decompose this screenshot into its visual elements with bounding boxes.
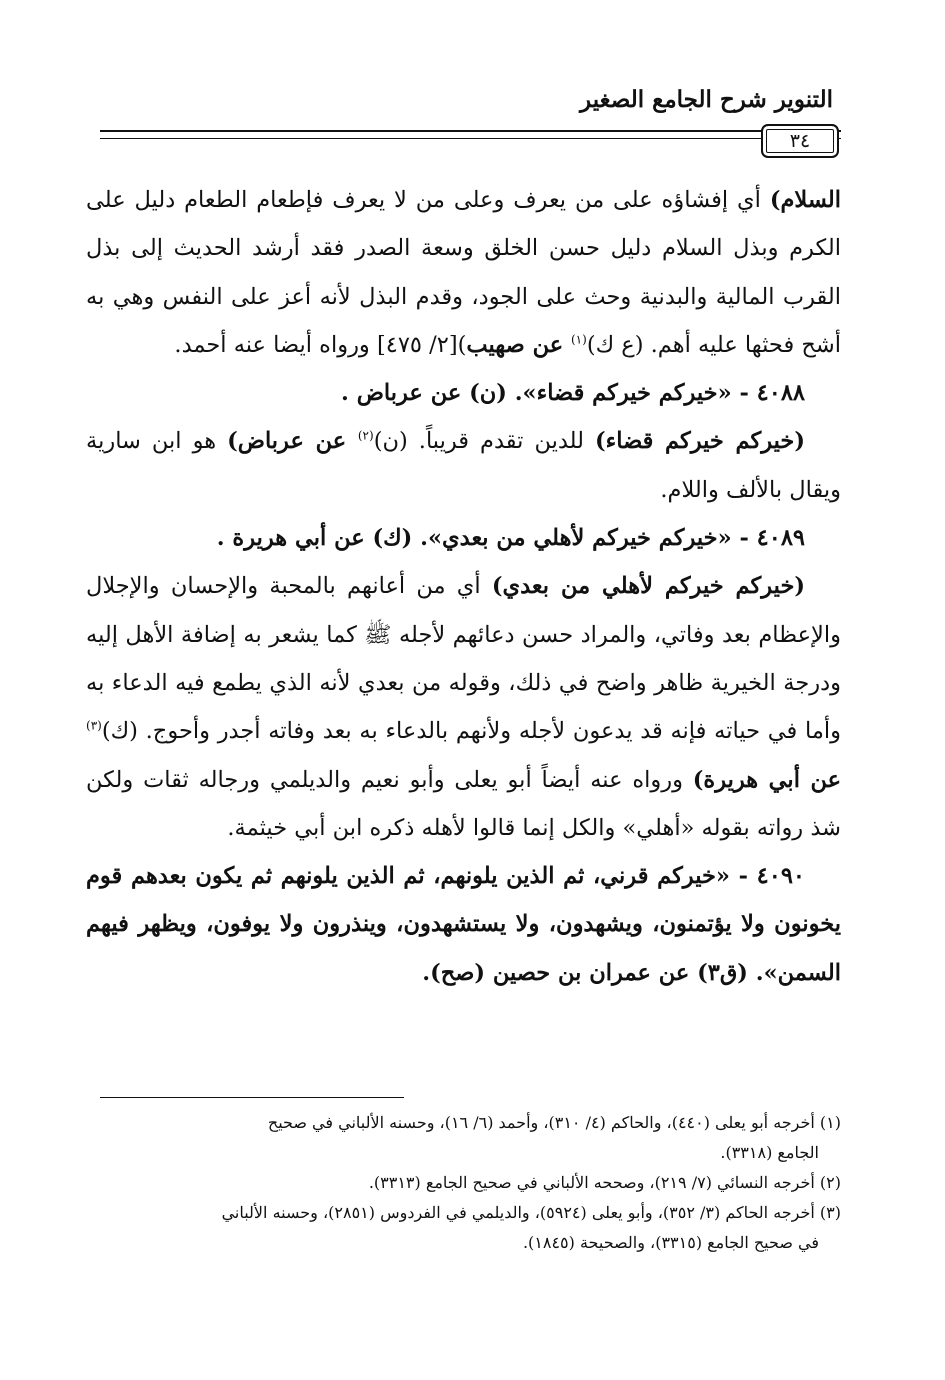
- footnote-1: (١) أخرجه أبو يعلى (٤٤٠)، والحاكم (٤/ ٣١٠)، وأحمد (٦/ ١٦)، وحسنه الألباني في صحيح: [267, 1113, 841, 1132]
- commentary-text: للدين تقدم قريباً. (ن): [373, 428, 595, 455]
- commentary-text: ورواه عنه أيضاً أبو يعلى وأبو نعيم والديلمي ورجاله ثقات ولكن شذ رواته بقوله «أهلي» والكل إنما قالوا لأهله ذكره ابن أبي خيثمة.: [86, 766, 841, 841]
- header-rule-thin: [100, 138, 841, 139]
- page-number: ٣٤: [761, 124, 839, 158]
- bold-phrase: (خيركم خيركم قضاء): [594, 428, 805, 455]
- commentary-text: )[٢/ ٤٧٥] ورواه أيضا عنه أحمد.: [174, 331, 467, 358]
- running-title: التنوير شرح الجامع الصغير: [580, 86, 833, 113]
- bold-phrase: عن صهيب: [466, 331, 571, 358]
- hadith-4089: ٤٠٨٩ - «خيركم خيركم لأهلي من بعدي». (ك) عن أبي هريرة .: [216, 525, 805, 552]
- hadith-4090: ٤٠٩٠ - «خيركم قرني، ثم الذين يلونهم، ثم الذين يلونهم ثم يكون بعدهم قوم يخونون ولا يؤتمنون، ويشهدون، ولا يستشهدون، وينذرون ولا يوفون، ويظهر فيهم السمن». (ق٣) عن عمران بن حصين (صح).: [86, 863, 841, 986]
- footnote-3: (٣) أخرجه الحاكم (٣/ ٣٥٢)، وأبو يعلى (٥٩٢٤)، والديلمي في الفردوس (٢٨٥١)، وحسنه الألباني: [221, 1203, 841, 1222]
- bold-phrase: عن عرباض): [227, 428, 358, 455]
- footnote-rule: [100, 1097, 404, 1098]
- paragraph-commentary-3: [86, 562, 841, 852]
- bold-phrase: عن أبي هريرة): [692, 766, 841, 793]
- footnote-2: (٢) أخرجه النسائي (٧/ ٢١٩)، وصححه الألباني في صحيح الجامع (٣٣١٣).: [368, 1173, 841, 1192]
- paragraph-commentary-2: [86, 417, 841, 514]
- commentary-text: أي إفشاؤه على من يعرف وعلى من لا يعرف فإطعام الطعام دليل على الكرم وبذل السلام دليل حسن الخلق وسعة الصدر فقد أرشد الحديث إلى بذل القرب المالية والبدنية وحث على الجود، وقدم البذل لأنه أعز على النفس وهي به أشح فحثها عليه أهم. (ع ك): [86, 187, 841, 358]
- commentary-text: هو ابن سارية ويقال بالألف واللام.: [86, 428, 841, 503]
- footnote-3-continued: في صحيح الجامع (٣٣١٥)، والصحيحة (١٨٤٥).: [522, 1233, 819, 1252]
- footnote-1-continued: الجامع (٣٣١٨).: [720, 1143, 819, 1162]
- footnotes: [96, 1108, 841, 1258]
- commentary-text: أي من أعانهم بالمحبة والإحسان والإجلال والإعظام بعد وفاتي، والمراد حسن دعائهم لأجله ﷺ كما يشعر به إضافة الأهل إليه ودرجة الخيرية ظاهر واضح في ذلك، وقوله من بعدي لأنه الذي يطمع فيه الدعاء به وأما في حياته فإنه قد يدعون لأجله ولأنهم بالدعاء به بعد وفاته أجدر وأحوج. (ك): [86, 573, 841, 745]
- footnote-ref-2: (٢): [357, 428, 374, 443]
- hadith-4088: ٤٠٨٨ - «خيركم خيركم قضاء». (ن) عن عرباض .: [341, 380, 805, 407]
- paragraph-commentary-1: [86, 176, 841, 369]
- header-rule: [100, 130, 841, 132]
- footnote-ref-1: (١): [570, 332, 587, 347]
- bold-phrase: السلام): [769, 187, 841, 213]
- footnote-ref-3: (٣): [86, 718, 102, 733]
- bold-phrase: (خيركم خيركم لأهلي من بعدي): [491, 573, 806, 600]
- main-text: [86, 176, 841, 997]
